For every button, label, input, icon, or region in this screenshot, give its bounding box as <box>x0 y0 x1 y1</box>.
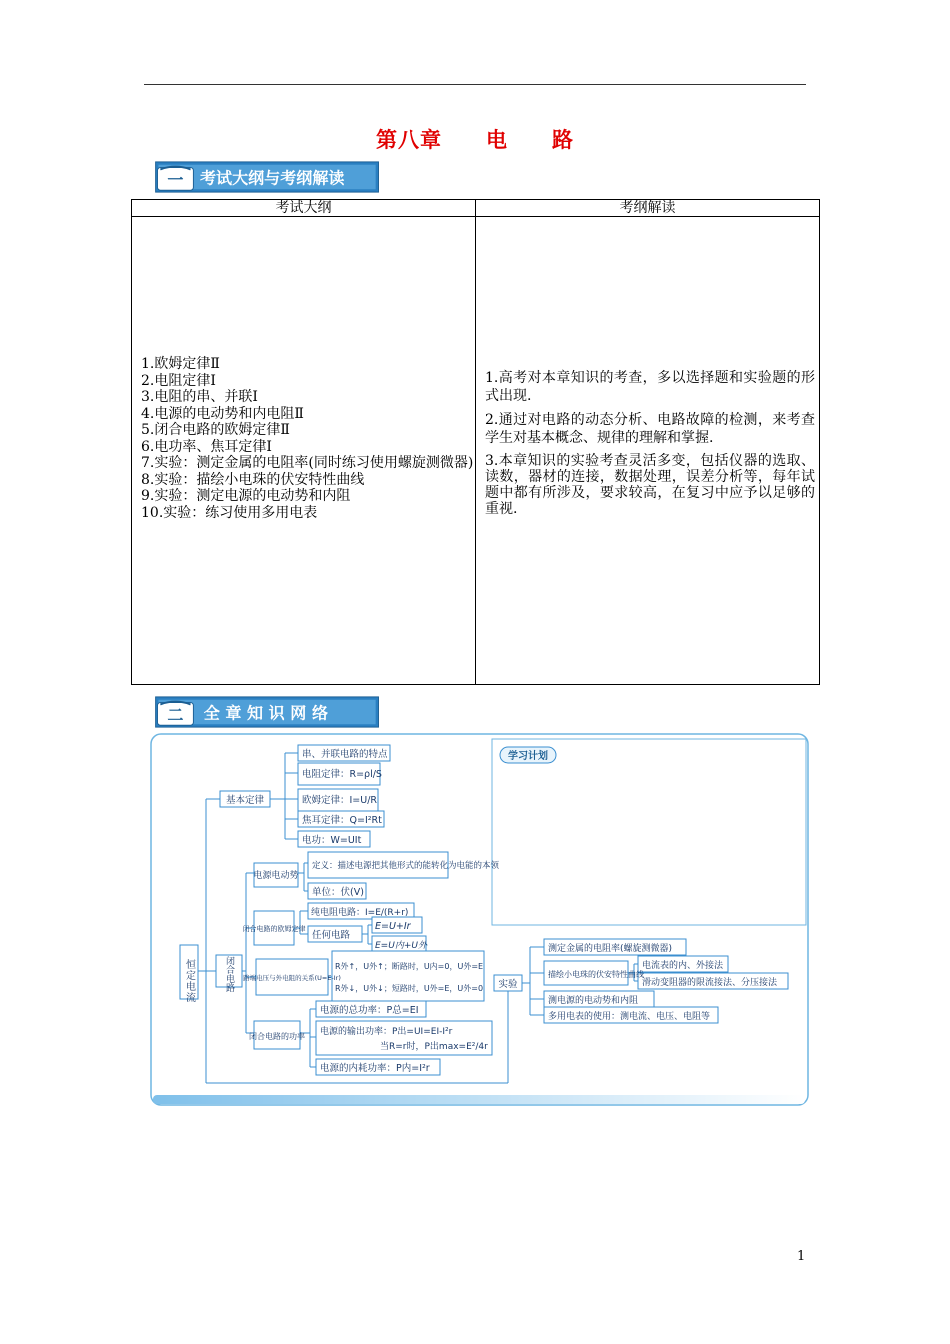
node-root: 恒定电流 <box>183 959 195 1003</box>
syllabus-item: 3.电阻的串、并联Ⅰ <box>141 389 258 405</box>
syllabus-item: 1.欧姆定律Ⅱ <box>141 356 220 372</box>
top-rule <box>144 84 806 85</box>
syllabus-item: 2.电阻定律Ⅰ <box>141 372 216 389</box>
study-plan-panel <box>492 739 806 925</box>
node-max-power: 当R=r时，P出max=E²/4r <box>380 1042 488 1052</box>
interpretation-cell <box>476 217 820 685</box>
syllabus-item: 8.实验：描绘小电珠的伏安特性曲线 <box>141 471 365 488</box>
node-output-power: 电源的输出功率：P出=UI=EI-I²r <box>320 1027 453 1037</box>
node-pure-resistance: 纯电阻电路：I=E/(R+r) <box>311 908 409 918</box>
node-any-circuit: 任何电路 <box>312 930 351 941</box>
node-joule-law: 焦耳定律：Q=I²Rt <box>302 815 382 826</box>
node-experiment: 实验 <box>498 979 518 990</box>
node-eq-1: E=U+Ir <box>375 921 411 932</box>
node-eq-2: E=U内+U外 <box>375 941 427 951</box>
node-electric-work: 电功：W=UIt <box>302 835 362 846</box>
node-series-parallel: 串、并联电路的特点 <box>302 749 388 760</box>
chapter-title: 第八章 电 路 <box>376 127 574 152</box>
interpretation-item: 3.本章知识的实验考查灵活多变，包括仪器的选取、读数，器材的连接，数据处理，误差分析等，每年试题中都有所涉及，要求较高，在复习中应予以足够的重视. <box>485 453 815 517</box>
node-terminal-voltage: 路端电压与外电阻的关系(U=E-Ir) <box>243 974 341 982</box>
node-exp-bulb-curve: 描绘小电珠的伏安特性曲线 <box>548 970 644 979</box>
page-number: 1 <box>797 1249 806 1264</box>
node-emf: 电源电动势 <box>253 871 299 881</box>
section-badge-2: 二 <box>167 705 184 725</box>
syllabus-item: 9.实验：测定电源的电动势和内阻 <box>141 488 351 504</box>
section-title-2: 全 章 知 识 网 络 <box>203 703 328 723</box>
node-terminal-up: R外↑，U外↑；断路时，U内=0，U外=E <box>335 962 484 971</box>
header-interpretation: 考纲解读 <box>476 200 820 217</box>
section-badge-1: 一 <box>167 170 184 190</box>
syllabus-item: 4.电源的电动势和内电阻Ⅱ <box>141 405 304 422</box>
node-ohm-law: 欧姆定律：I=U/R <box>302 795 378 806</box>
node-closed-ohm: 闭合电路的欧姆定律 <box>242 925 306 933</box>
node-terminal-down: R外↓，U外↓；短路时，U外=E，U外=0 <box>335 984 484 993</box>
node-resistance-law: 电阻定律：R=ρl/S <box>302 769 382 780</box>
syllabus-item: 10.实验：练习使用多用电表 <box>141 504 318 521</box>
section-banner-network <box>148 695 388 729</box>
study-plan-label: 学习计划 <box>508 751 548 762</box>
node-circuit-power: 闭合电路的功率 <box>249 1032 305 1041</box>
syllabus-list <box>141 356 476 521</box>
node-exp-ammeter: 电流表的内、外接法 <box>642 961 724 971</box>
node-exp-multimeter: 多用电表的使用：测电流、电压、电阻等 <box>548 1012 711 1022</box>
section-title-1: 考试大纲与考纲解读 <box>200 168 345 188</box>
node-emf-definition: 定义：描述电源把其他形式的能转化为电能的本领 <box>312 861 500 871</box>
syllabus-item: 6.电功率、焦耳定律Ⅰ <box>141 438 272 455</box>
node-exp-resistivity: 测定金属的电阻率(螺旋测微器) <box>548 944 673 954</box>
section-banner-outline <box>148 160 388 194</box>
knowledge-network <box>150 733 810 1108</box>
interpretation-item: 2.通过对电路的动态分析、电路故障的检测，来考查学生对基本概念、规律的理解和掌握. <box>485 412 815 446</box>
syllabus-item: 7.实验：测定金属的电阻率(同时练习使用螺旋测微器) <box>141 455 474 471</box>
syllabus-item: 5.闭合电路的欧姆定律Ⅱ <box>141 422 290 438</box>
node-total-power: 电源的总功率：P总=EI <box>320 1005 419 1016</box>
interpretation-list <box>485 369 815 523</box>
node-exp-rheostat: 滑动变阻器的限流接法、分压接法 <box>642 978 778 988</box>
outline-table <box>131 199 820 685</box>
header-syllabus: 考试大纲 <box>132 200 476 217</box>
network-footer-bar <box>153 1095 805 1104</box>
node-emf-unit: 单位：伏(V) <box>312 887 364 898</box>
node-basic-laws: 基本定律 <box>225 795 265 806</box>
node-closed-circuit: 闭合电路 <box>224 956 234 992</box>
node-internal-power: 电源的内耗功率：P内=I²r <box>320 1063 430 1074</box>
interpretation-item: 1.高考对本章知识的考查，多以选择题和实验题的形式出现. <box>485 370 815 404</box>
syllabus-cell <box>132 217 476 685</box>
node-exp-emf: 测电源的电动势和内阻 <box>548 996 639 1006</box>
